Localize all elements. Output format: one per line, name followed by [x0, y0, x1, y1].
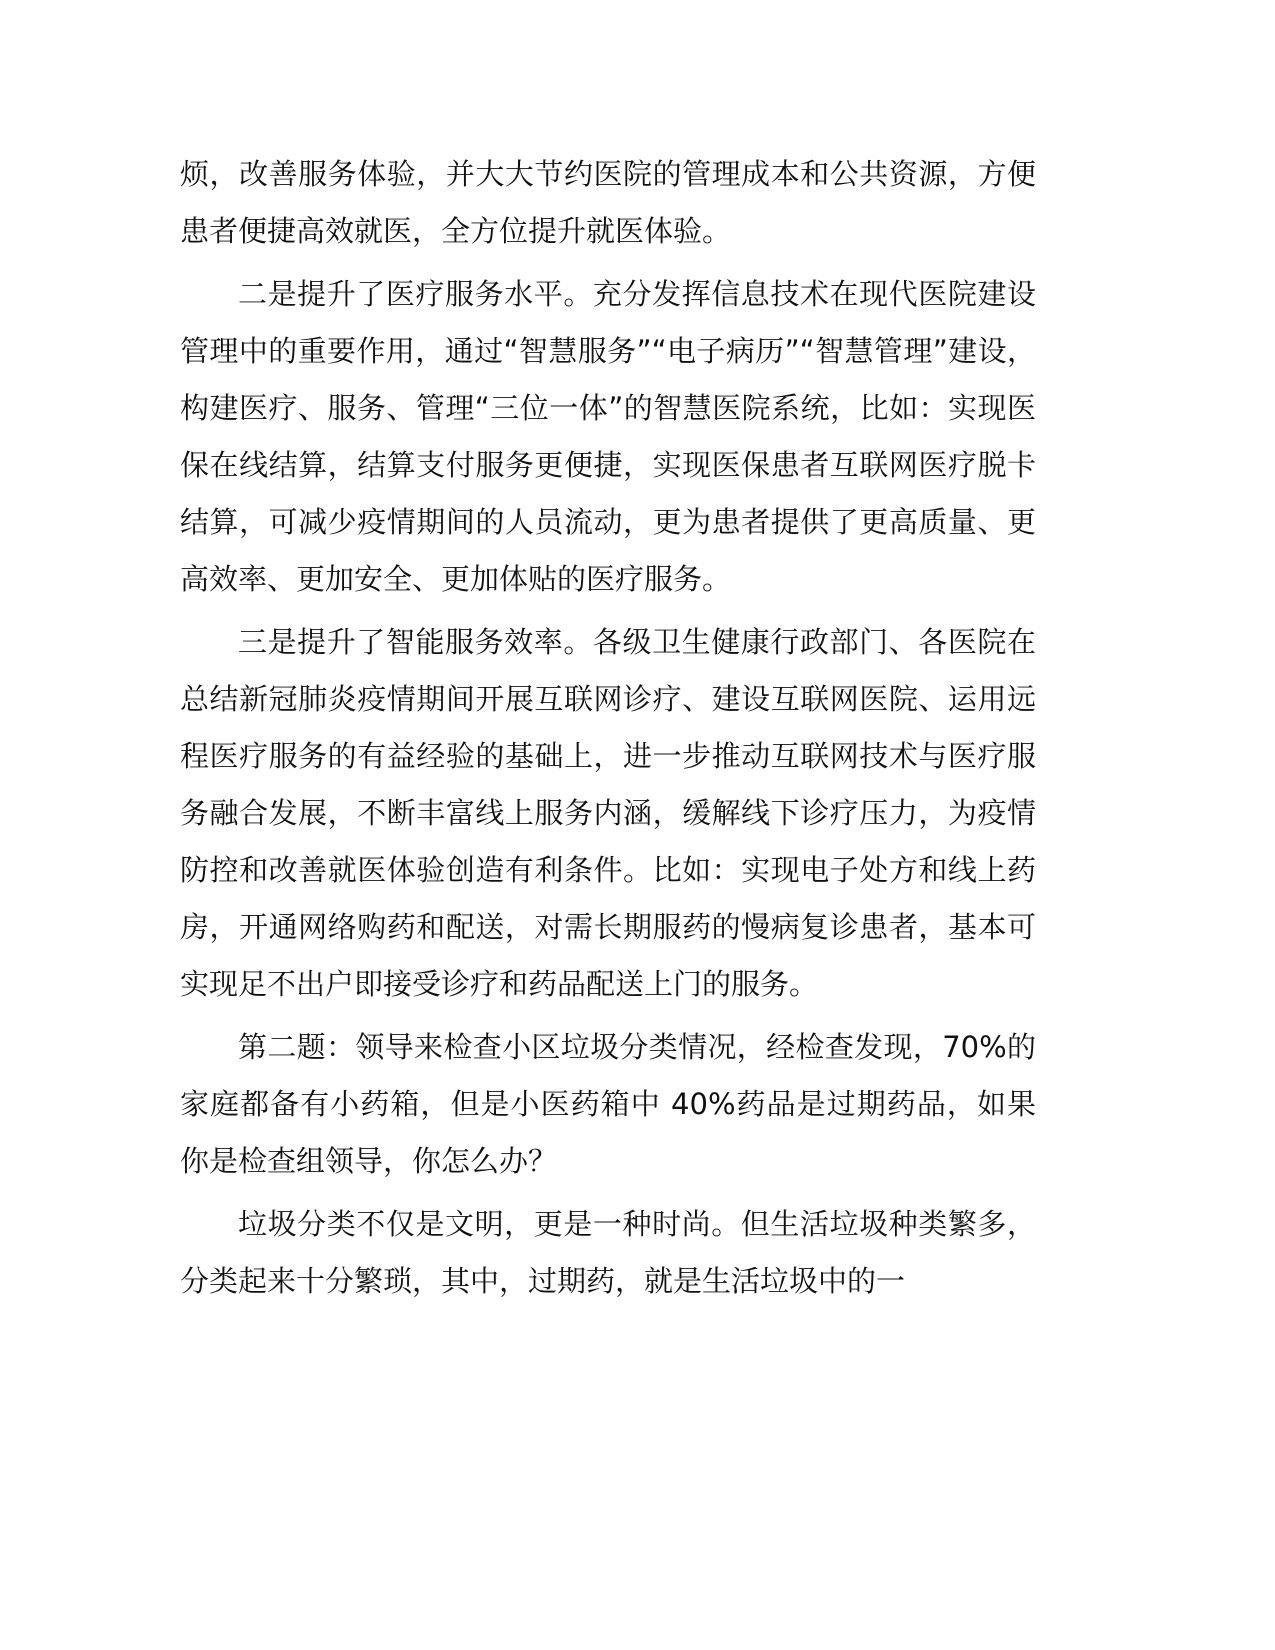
paragraph-smart-service-efficiency: 三是提升了智能服务效率。各级卫生健康行政部门、各医院在总结新冠肺炎疫情期间开展互联网诊疗、建设互联网医院、运用远程医疗服务的有益经验的基础上，进一步推动互联网技术与医疗服务融合发展，不断丰富线上服务内涵，缓解线下诊疗压力，为疫情防控和改善就医体验创造有利条件。比如：实现电子处方和线上药房，开通网络购药和配送，对需长期服药的慢病复诊患者，基本可实现足不出户即接受诊疗和药品配送上门的服务。	[180, 625, 1036, 1001]
paragraph-continuation: 烦，改善服务体验，并大大节约医院的管理成本和公共资源，方便患者便捷高效就医，全方位提升就医体验。	[180, 157, 1036, 248]
document-body	[180, 146, 1036, 1316]
paragraph-medical-service-level: 二是提升了医疗服务水平。充分发挥信息技术在现代医院建设管理中的重要作用，通过“智慧服务”“电子病历”“智慧管理”建设，构建医疗、服务、管理“三位一体”的智慧医院系统，比如：实现医保在线结算，结算支付服务更便捷，实现医保患者互联网医疗脱卡结算，可减少疫情期间的人员流动，更为患者提供了更高质量、更高效率、更加安全、更加体贴的医疗服务。	[180, 277, 1036, 596]
paragraph-question-two: 第二题：领导来检查小区垃圾分类情况，经检查发现，70%的家庭都备有小药箱，但是小医药箱中 40%药品是过期药品，如果你是检查组领导，你怎么办？	[180, 1030, 1036, 1178]
paragraph-garbage-sorting: 垃圾分类不仅是文明，更是一种时尚。但生活垃圾种类繁多，分类起来十分繁琐，其中，过期药，就是生活垃圾中的一	[180, 1207, 1036, 1298]
